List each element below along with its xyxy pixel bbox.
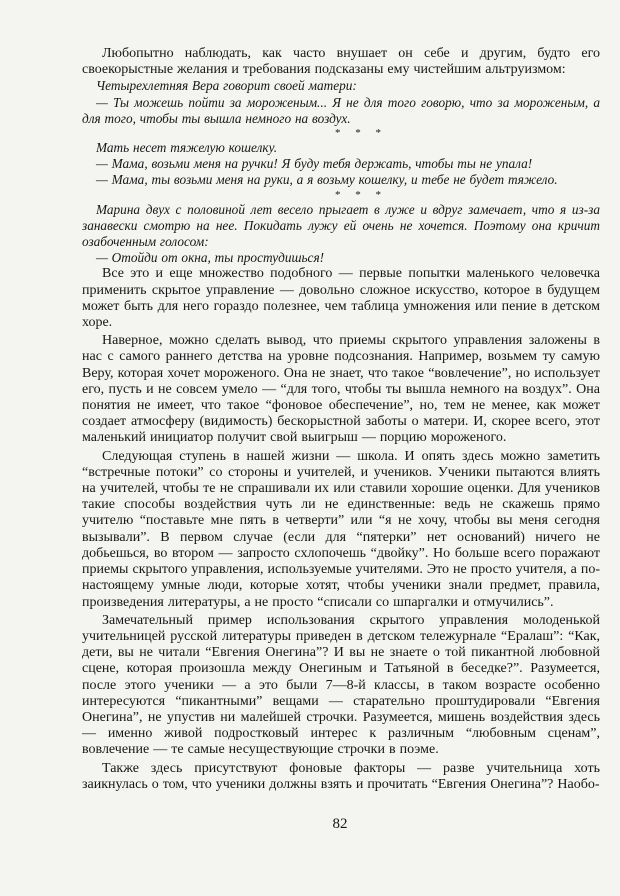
body-text: [82, 46, 600, 793]
paragraph: Замечательный пример использования скрытого управления молоденькой учительницей русской литературы приведен в детском тележурнале “Ералаш”: “Как, дети, вы не читали “Евгения Онегина”? И вы не знаете о той пикантной любовной сцене, которая произошла между Онегиным и Татьяной в беседке?”. Разумеется, после этого ученики — а это были 7—8-й классы, в таком возрасте особенно интересуются “пикантными” вещами — старательно проштудировали “Евгения Онегина”, не упустив ни малейшей строчки. Разумеется, мишень воздействия здесь — именно живой подростковый интерес к различным “любовным сценам”, вовлечение — те самые несуществующие строчки в поэме.: [82, 612, 600, 758]
paragraph: — Мама, возьми меня на ручки! Я буду тебя держать, чтобы ты не упала!: [96, 156, 533, 172]
paragraph: Любопытно наблюдать, как часто внушает он себе и другим, будто его своекорыстные желания и требования подсказаны ему чистейшим альтруизмом:: [82, 46, 600, 78]
paragraph: — Отойди от окна, ты простудишься!: [96, 250, 325, 266]
paragraph: — Ты можешь пойти за мороженым... Я не для того говорю, что за мороженым, а для того, чтобы ты вышла немного на воздух.: [82, 94, 600, 126]
paragraph: — Мама, ты возьми меня на руки, а я возьму кошелку, и тебе не будет тяжело.: [96, 172, 558, 188]
paragraph: Также здесь присутствуют фоновые факторы — разве учительница хоть заикнулась о том, что ученики должны взять и прочитать “Евгения Онегина”? Наобо-: [82, 760, 600, 792]
page-number: 82: [332, 816, 348, 832]
paragraph: Следующая ступень в нашей жизни — школа. И опять здесь можно заметить “встречные потоки” со стороны и учителей, и учеников. Ученики пытаются влиять на учителей, чтобы те не спрашивали их или ставили хорошие оценки. Для учеников такие способы воздействия чуть ли не единственные: ведь не скажешь прямо учителю “поставьте мне пять в четверти” или “я не хочу, чтобы вы меня сегодня вызывали”. В первом случае (если для “пятерки” нет оснований) ничего не добьешься, во втором — запросто схлопочешь “двойку”. Но больше всего поражают приемы скрытого управления, используемые учителями. Это не просто учителя, а по-настоящему умные люди, которые хотят, чтобы ученики знали предмет, правила, произведения литературы, а не просто “списали со шпаргалки и отмучились”.: [82, 448, 600, 610]
paragraph: Четырехлетняя Вера говорит своей матери:: [96, 78, 357, 94]
section-separator: * * *: [335, 188, 387, 201]
paragraph: Все это и еще множество подобного — первые попытки маленького человечка применить скрытое управление — довольно сложное искусство, которое в будущем может быть для него гораздо полезнее, чем таблица умножения или пение в детском хоре.: [82, 266, 600, 331]
paragraph: Марина двух с половиной лет весело прыгает в луже и вдруг замечает, что я из-за занавески смотрю на нее. Покидать лужу ей очень не хочется. Поэтому она кричит озабоченным голосом:: [82, 201, 600, 250]
paragraph: Мать несет тяжелую кошелку.: [96, 140, 278, 156]
paragraph: Наверное, можно сделать вывод, что приемы скрытого управления заложены в нас с самого раннего детства на уровне подсознания. Например, возьмем ту самую Веру, которая хочет мороженого. Она не знает, что такое “вовлечение”, но использует его, пусть и не совсем умело — “для того, чтобы ты вышла немного на воздух”. Она понятия не имеет, что такое “фоновое обеспечение”, но, тем не менее, как может создает атмосферу (видимость) бескорыстной заботы о матери. И, скорее всего, этот маленький инициатор получит свой выигрыш — порцию мороженого.: [82, 333, 600, 446]
section-separator: * * *: [335, 127, 387, 140]
